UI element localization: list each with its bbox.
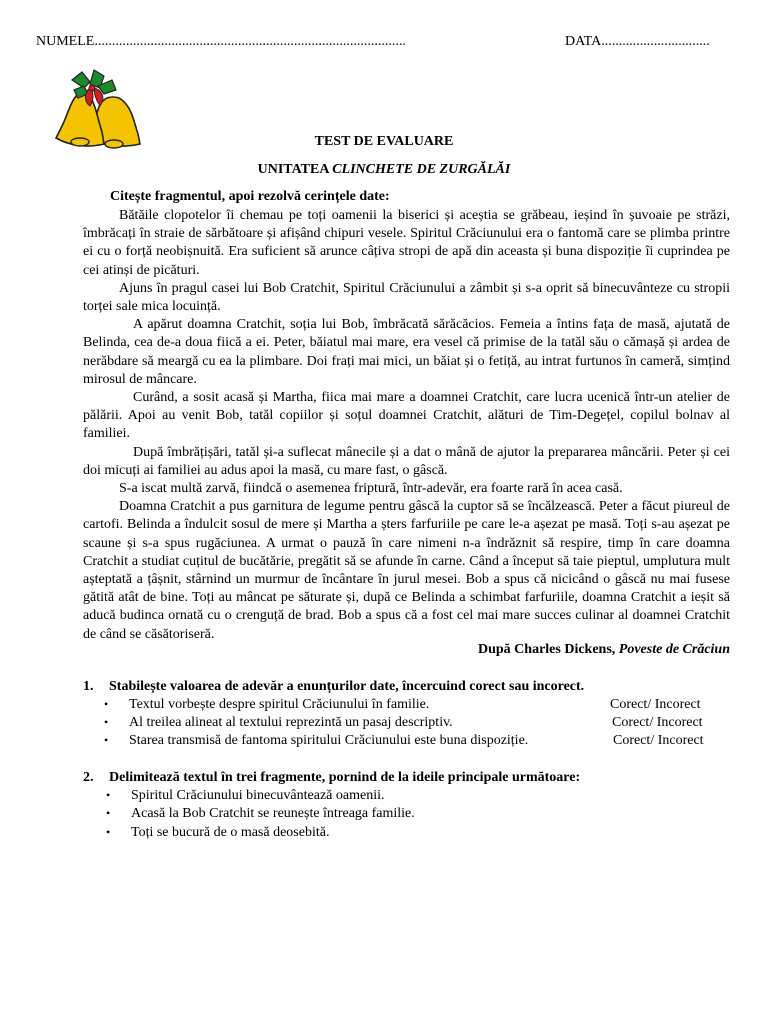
date-field[interactable]: DATA............................... — [565, 34, 710, 49]
answer-choice[interactable]: Corect/ Incorect — [613, 733, 704, 748]
bullet-icon: • — [104, 715, 109, 729]
question-2: 2. Delimitează textul în trei fragmente, pornind de la ideile principale următoare: — [83, 770, 581, 785]
passage-paragraph: A apărut doamna Cratchit, soția lui Bob, îmbrăcată sărăcăcios. Femeia a întins fața de masă, ajutată de Belinda, cea de-a doua fiică a ei. Peter, băiatul mai mare, era vesel că primise de la tatăl său o cămașă și ardea de nerăbdare să meargă cu ea la plimbare. Doi frați mai mici, un băiat și o fetiță, au intrat furtunos în cameră, simțind mirosul de mâncare. — [83, 317, 730, 387]
unit-title: UNITATEA CLINCHETE DE ZURGĂLĂI — [257, 162, 511, 177]
passage-paragraph: Bătăile clopotelor îi chemau pe toți oamenii la biserici și aceștia se grăbeau, ieșind în șuvoaie pe străzi, îmbrăcați în straie de sărbătoare și afișând chipuri vesele. Spiritul Crăciunului era o fantomă care se plimba printre ei cu o forță neobișnuită. Era suficient să arunce câțiva stropi de apă din aceasta și buna dispoziție îi cuprindea pe cei atinși de picături. — [83, 208, 730, 278]
list-item: • Acasă la Bob Cratchit se reunește întreaga familie. — [106, 806, 415, 821]
bullet-icon: • — [104, 733, 109, 747]
passage-paragraph: Doamna Cratchit a pus garnitura de legume pentru gâscă la cuptor să se încălzească. Peter a făcut piureul de cartofi. Belinda a îndulcit sosul de mere și Martha a șters farfuriile pe care le-a așezat pe masă. Toți s-au așezat pe scaune și s-a spus rugăciunea. A urmat o pauză în care nimeni n-a îndrăznit să respire, timp în care doamna Cratchit a studiat cuțitul de bucătărie, pregătit să se afunde în carne. Când a început să taie pieptul, umplutura mult așteptată a țâșnit, stârnind un murmur de încântare în jurul mesei. Bob a spus că nicicând o gâscă nu mai fusese gătită atât de bine. Toți au mâncat pe săturate și, după ce Belinda a schimbat farfuriile, doamna Cratchit a ieșit să aducă budinca ornată cu o crenguță de brad. Bob a spus că a fost cel mai mare succes culinar al doamnei Cratchit de când se căsătoriseră. — [83, 499, 730, 642]
answer-choice[interactable]: Corect/ Incorect — [612, 715, 703, 730]
passage-source: După Charles Dickens, Poveste de Crăciun — [477, 642, 730, 657]
passage-paragraph: Ajuns în pragul casei lui Bob Cratchit, Spiritul Crăciunului a zâmbit și s-a oprit să binecuvânteze cu stropii torței sale mica locuință. — [83, 280, 730, 315]
answer-choice[interactable]: Corect/ Incorect — [610, 697, 701, 712]
question-1: 1. Stabilește valoarea de adevăr a enunțurilor date, încercuind corect sau incorect. — [83, 679, 585, 694]
reading-passage — [83, 207, 730, 644]
bullet-icon: • — [104, 697, 109, 711]
list-item: • Spiritul Crăciunului binecuvântează oamenii. — [106, 788, 385, 803]
passage-paragraph: După îmbrățișări, tatăl și-a suflecat mânecile și a dat o mână de ajutor la prepararea mâncării. Peter și cei doi micuți ai familiei au adus apoi la masă, cu mare fast, o gâscă. — [83, 444, 730, 478]
passage-paragraph: S-a iscat multă zarvă, fiindcă o asemenea friptură, într-adevăr, era foarte rară în acea casă. — [119, 481, 623, 497]
reading-instruction: Citește fragmentul, apoi rezolvă cerințele date: — [110, 189, 390, 204]
passage-paragraph: Curând, a sosit acasă și Martha, fiica mai mare a doamnei Cratchit, care lucra ucenică într-un atelier de pălării. Apoi au venit Bob, tatăl copiilor și soțul doamnei Cratchit, alături de Tim-Degețel, copilul bolnav al familiei. — [83, 390, 730, 442]
name-field[interactable]: NUMELE......................................................................................... — [36, 34, 406, 49]
bullet-icon: • — [106, 788, 111, 802]
list-item: • Starea transmisă de fantoma spiritului Crăciunului este buna dispoziție. — [104, 733, 529, 748]
bullet-icon: • — [106, 806, 111, 820]
test-title: TEST DE EVALUARE — [314, 134, 454, 149]
list-item: • Toți se bucură de o masă deosebită. — [106, 825, 330, 840]
bullet-icon: • — [106, 825, 111, 839]
list-item: • Al treilea alineat al textului reprezintă un pasaj descriptiv. — [104, 715, 453, 730]
list-item: • Textul vorbește despre spiritul Crăciunului în familie. — [104, 697, 430, 712]
